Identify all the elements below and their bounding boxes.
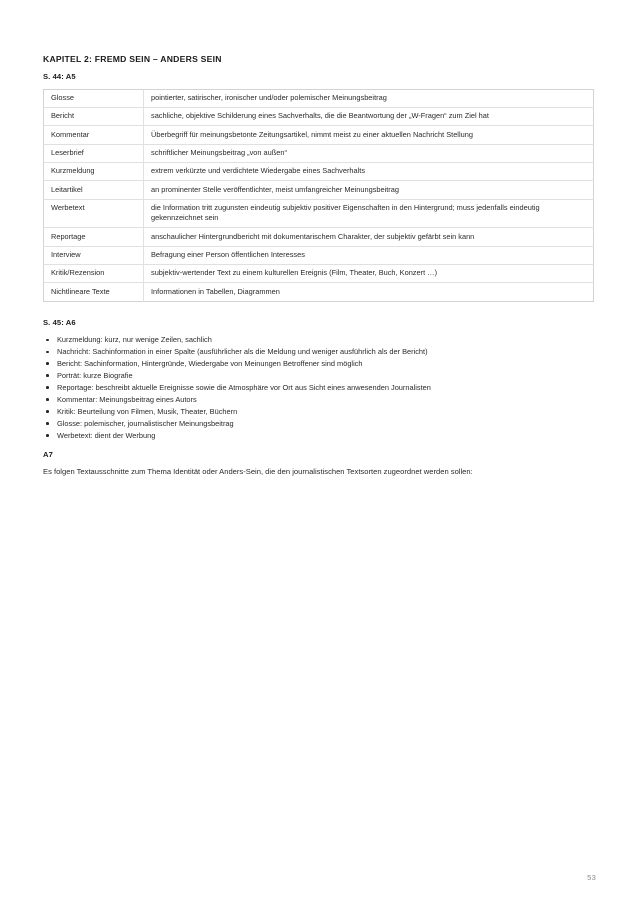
table-cell-description: die Information tritt zugunsten eindeutig subjektiv positiver Eigenschaften in den Hintergrund; muss jedenfalls eindeutig gekennzeichnet sein [144,199,594,228]
table-cell-description: Überbegriff für meinungsbetonte Zeitungsartikel, nimmt meist zu einer aktuellen Nachricht Stellung [144,126,594,144]
table-cell-term: Reportage [44,228,144,246]
table-cell-description: schriftlicher Meinungsbeitrag „von außen“ [144,144,594,162]
table-row [44,108,594,126]
chapter-title: KAPITEL 2: FREMD SEIN – ANDERS SEIN [43,54,222,64]
section-label-a5: S. 44: A5 [43,72,76,82]
list-item: Nachricht: Sachinformation in einer Spalte (ausführlicher als die Meldung und weniger ausführlich als der Bericht) [43,346,568,358]
table-cell-term: Leitartikel [44,181,144,199]
table-cell-description: Befragung einer Person öffentlichen Interesses [144,246,594,264]
table-row [44,228,594,246]
table-body [44,89,594,301]
table-row [44,126,594,144]
table-cell-description: sachliche, objektive Schilderung eines Sachverhalts, die die Beantwortung der „W-Fragen“ zum Ziel hat [144,108,594,126]
textsorten-table [43,89,594,302]
table-row [44,283,594,301]
list-item: Reportage: beschreibt aktuelle Ereignisse sowie die Atmosphäre vor Ort aus Sicht eines anwesenden Journalisten [43,382,568,394]
list-item: Bericht: Sachinformation, Hintergründe, Wiedergabe von Meinungen Betroffener sind möglich [43,358,568,370]
table-cell-term: Nichtlineare Texte [44,283,144,301]
table-cell-description: subjektiv-wertender Text zu einem kulturellen Ereignis (Film, Theater, Buch, Konzert …) [144,264,594,282]
table-row [44,264,594,282]
table-cell-description: an prominenter Stelle veröffentlichter, meist umfangreicher Meinungsbeitrag [144,181,594,199]
table-cell-term: Leserbrief [44,144,144,162]
table-cell-term: Bericht [44,108,144,126]
page-content [43,55,568,478]
section-a7-intro-text: Es folgen Textausschnitte zum Thema Identität oder Anders-Sein, die den journalistischen Textsorten zugeordnet werden sollen: [43,467,473,477]
list-item: Kommentar: Meinungsbeitrag eines Autors [43,394,568,406]
section-label-a7: A7 [43,449,53,459]
list-item: Werbetext: dient der Werbung [43,430,568,442]
table-cell-description: pointierter, satirischer, ironischer und/oder polemischer Meinungsbeitrag [144,89,594,107]
table-row [44,144,594,162]
table-row [44,199,594,228]
page-number: 53 [587,873,596,882]
textsorten-bullet-list [43,334,568,442]
table-row [44,246,594,264]
list-item: Kurzmeldung: kurz, nur wenige Zeilen, sachlich [43,334,568,346]
list-item: Glosse: polemischer, journalistischer Meinungsbeitrag [43,418,568,430]
table-cell-term: Werbetext [44,199,144,228]
table-cell-term: Glosse [44,89,144,107]
table-cell-description: anschaulicher Hintergrundbericht mit dokumentarischem Charakter, der subjektiv gefärbt sein kann [144,228,594,246]
table-cell-description: Informationen in Tabellen, Diagrammen [144,283,594,301]
table-cell-term: Interview [44,246,144,264]
table-row [44,89,594,107]
list-item: Kritik: Beurteilung von Filmen, Musik, Theater, Büchern [43,406,568,418]
table-cell-term: Kommentar [44,126,144,144]
table-cell-term: Kritik/Rezension [44,264,144,282]
table-row [44,181,594,199]
table-cell-description: extrem verkürzte und verdichtete Wiedergabe eines Sachverhalts [144,162,594,180]
list-item: Porträt: kurze Biografie [43,370,568,382]
table-cell-term: Kurzmeldung [44,162,144,180]
table-row [44,162,594,180]
section-label-a6: S. 45: A6 [43,317,76,327]
